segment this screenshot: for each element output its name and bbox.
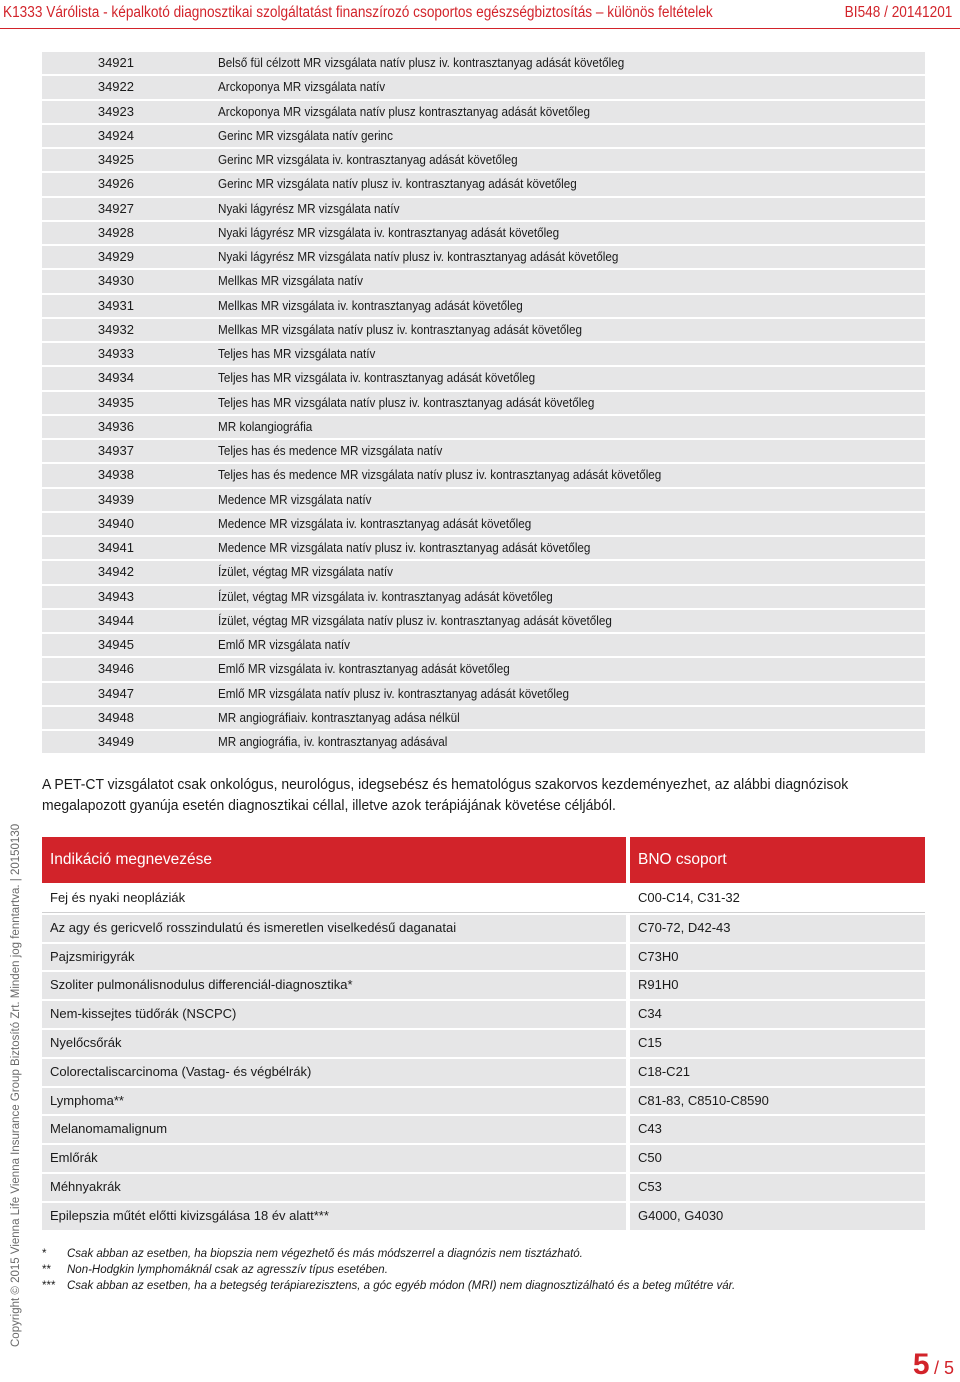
code-row	[42, 222, 925, 246]
code-number: 34929	[97, 249, 134, 264]
code-description: Ízület, végtag MR vizsgálata natív plusz iv. kontrasztanyag adását követőleg	[218, 612, 612, 628]
code-number: 34946	[97, 661, 134, 677]
footnote	[42, 1280, 922, 1296]
bno-code: C50	[630, 1145, 925, 1172]
code-row	[42, 149, 925, 173]
code-description: Gerinc MR vizsgálata natív plusz iv. kontrasztanyag adását követőleg	[218, 176, 577, 192]
indication-name: Pajzsmirigyrák	[42, 944, 626, 971]
page-header	[0, 0, 960, 30]
indication-name: Epilepszia műtét előtti kivizsgálása 18 év alatt***	[42, 1203, 626, 1230]
code-number: 34931	[97, 297, 134, 313]
code-number: 34936	[97, 418, 134, 434]
bno-code: G4000, G4030	[630, 1203, 925, 1230]
code-number: 34921	[97, 55, 134, 70]
code-number: 34928	[97, 224, 134, 240]
code-description: Emlő MR vizsgálata natív plusz iv. kontrasztanyag adását követőleg	[218, 685, 569, 701]
code-row	[42, 731, 925, 755]
code-row	[42, 683, 925, 707]
bno-code: C00-C14, C31-32	[630, 885, 925, 912]
header-indication-name: Indikáció megnevezése	[42, 837, 626, 883]
indication-row	[42, 1057, 925, 1086]
code-description: Teljes has MR vizsgálata natív	[218, 346, 376, 361]
code-row	[42, 343, 925, 367]
indication-name: Az agy és gericvelő rosszindulatú és ismeretlen viselkedésű daganatai	[42, 915, 626, 942]
footnote-mark: **	[42, 1264, 51, 1276]
code-number: 34942	[97, 564, 134, 580]
indication-row	[42, 942, 925, 971]
indication-name: Emlőrák	[42, 1145, 626, 1172]
bno-code: C70-72, D42-43	[630, 915, 925, 942]
code-number: 34944	[97, 612, 134, 628]
side-copyright: Copyright © 2015 Vienna Life Vienna Insurance Group Biztosító Zrt. Minden jog fenntartva. | 20150130	[10, 823, 22, 1347]
indication-row	[42, 1172, 925, 1201]
code-description: Teljes has és medence MR vizsgálata natív plusz iv. kontrasztanyag adását követőleg	[218, 467, 662, 483]
pet-ct-intro-paragraph: A PET-CT vizsgálatot csak onkológus, neurológus, idegsebész és hematológus szakorvos kezdeményezhet, az alábbi diagnózisok megalapozott gyanúja esetén diagnosztikai céllal, illetve azok terápiájának követése céljából.	[42, 776, 849, 814]
code-row	[42, 416, 925, 440]
header-divider	[0, 28, 960, 29]
code-description: Mellkas MR vizsgálata iv. kontrasztanyag adását követőleg	[218, 297, 523, 313]
indication-row	[42, 1143, 925, 1172]
code-number: 34925	[97, 152, 134, 167]
code-number: 34926	[97, 176, 134, 192]
code-description: Medence MR vizsgálata natív	[218, 491, 372, 507]
code-row	[42, 537, 925, 561]
code-description: Gerinc MR vizsgálata iv. kontrasztanyag adását követőleg	[218, 152, 518, 167]
code-row	[42, 586, 925, 610]
footnote-mark: ***	[42, 1280, 56, 1292]
code-row	[42, 101, 925, 125]
header-bno-group: BNO csoport	[630, 837, 925, 883]
code-row	[42, 246, 925, 270]
bno-code: C34	[630, 1001, 925, 1028]
code-number: 34947	[97, 685, 134, 701]
code-row	[42, 513, 925, 537]
code-number: 34933	[97, 346, 134, 361]
code-description: Gerinc MR vizsgálata natív gerinc	[218, 127, 393, 143]
procedure-code-table	[42, 52, 925, 755]
code-number: 34948	[97, 709, 134, 725]
code-description: Mellkas MR vizsgálata natív	[218, 273, 364, 289]
code-description: Medence MR vizsgálata iv. kontrasztanyag adását követőleg	[218, 515, 532, 531]
code-row	[42, 295, 925, 319]
indication-row	[42, 913, 925, 942]
code-row	[42, 198, 925, 222]
code-description: Ízület, végtag MR vizsgálata iv. kontrasztanyag adását követőleg	[218, 588, 553, 604]
footnote-text: Csak abban az esetben, ha biopszia nem végezhető és más módszerrel a diagnózis nem tisztázható.	[67, 1248, 583, 1260]
indication-name: Melanomamalignum	[42, 1116, 626, 1143]
code-row	[42, 634, 925, 658]
bno-code: C81-83, C8510-C8590	[630, 1088, 925, 1115]
code-row	[42, 464, 925, 488]
code-description: Emlő MR vizsgálata natív	[218, 637, 351, 652]
indication-row	[42, 999, 925, 1028]
indication-name: Nem-kissejtes tüdőrák (NSCPC)	[42, 1001, 626, 1028]
indication-name: Colorectaliscarcinoma (Vastag- és végbélrák)	[42, 1059, 626, 1086]
code-number: 34945	[97, 637, 134, 652]
page-current: 5	[912, 1348, 930, 1381]
code-description: Teljes has MR vizsgálata natív plusz iv. kontrasztanyag adását követőleg	[218, 394, 595, 410]
code-number: 34940	[97, 515, 134, 531]
footnotes	[42, 1248, 922, 1296]
indication-table-header	[42, 837, 925, 883]
code-row	[42, 440, 925, 464]
bno-code: C73H0	[630, 944, 925, 971]
indication-row	[42, 970, 925, 999]
code-description: Medence MR vizsgálata natív plusz iv. kontrasztanyag adását követőleg	[218, 540, 591, 555]
code-row	[42, 489, 925, 513]
code-description: MR angiográfia, iv. kontrasztanyag adásával	[218, 734, 448, 749]
code-row	[42, 658, 925, 682]
page-total: / 5	[933, 1358, 954, 1378]
code-row	[42, 319, 925, 343]
bno-code: C53	[630, 1174, 925, 1201]
page-number	[913, 1348, 954, 1382]
code-number: 34937	[97, 443, 134, 458]
code-number: 34924	[97, 127, 134, 143]
code-row	[42, 707, 925, 731]
code-number: 34927	[97, 200, 134, 216]
bno-code: C18-C21	[630, 1059, 925, 1086]
indication-row	[42, 1201, 925, 1230]
code-description: Arckoponya MR vizsgálata natív	[218, 79, 386, 95]
code-number: 34922	[97, 79, 134, 95]
bno-code: R91H0	[630, 972, 925, 999]
code-description: Nyaki lágyrész MR vizsgálata natív	[218, 200, 400, 216]
document-code: BI548 / 20141201	[844, 4, 952, 21]
code-description: Teljes has MR vizsgálata iv. kontrasztanyag adását követőleg	[218, 370, 536, 386]
code-description: MR kolangiográfia	[218, 418, 313, 434]
footnote-text: Non-Hodgkin lymphomáknál csak az agresszív típus esetében.	[67, 1264, 388, 1276]
bno-code: C43	[630, 1116, 925, 1143]
bno-code: C15	[630, 1030, 925, 1057]
indication-row	[42, 883, 925, 913]
indication-name: Lymphoma**	[42, 1088, 626, 1115]
indication-name: Nyelőcsőrák	[42, 1030, 626, 1057]
code-description: MR angiográfiaiv. kontrasztanyag adása nélkül	[218, 709, 460, 725]
code-row	[42, 561, 925, 585]
code-row	[42, 270, 925, 294]
code-description: Ízület, végtag MR vizsgálata natív	[218, 564, 393, 580]
indication-table	[42, 837, 925, 1230]
code-number: 34935	[97, 394, 134, 410]
code-description: Emlő MR vizsgálata iv. kontrasztanyag adását követőleg	[218, 661, 510, 677]
code-description: Mellkas MR vizsgálata natív plusz iv. kontrasztanyag adását követőleg	[218, 321, 582, 337]
code-row	[42, 125, 925, 149]
code-number: 34938	[97, 467, 134, 483]
code-description: Belső fül célzott MR vizsgálata natív plusz iv. kontrasztanyag adását követőleg	[218, 55, 625, 70]
footnote	[42, 1248, 922, 1264]
code-row	[42, 173, 925, 197]
indication-row	[42, 1028, 925, 1057]
code-row	[42, 610, 925, 634]
code-description: Teljes has és medence MR vizsgálata natív	[218, 443, 443, 458]
code-number: 34934	[97, 370, 134, 386]
code-number: 34949	[97, 734, 134, 749]
indication-row	[42, 1114, 925, 1143]
code-description: Nyaki lágyrész MR vizsgálata natív plusz iv. kontrasztanyag adását követőleg	[218, 249, 619, 264]
code-row	[42, 392, 925, 416]
code-number: 34923	[97, 103, 134, 119]
indication-row	[42, 1086, 925, 1115]
code-description: Nyaki lágyrész MR vizsgálata iv. kontrasztanyag adását követőleg	[218, 224, 560, 240]
code-number: 34943	[97, 588, 134, 604]
indication-name: Fej és nyaki neopláziák	[42, 885, 626, 912]
code-number: 34932	[97, 321, 134, 337]
footnote-mark: *	[42, 1248, 47, 1260]
code-number: 34939	[97, 491, 134, 507]
code-number: 34930	[97, 273, 134, 289]
indication-name: Szoliter pulmonálisnodulus differenciál-diagnosztika*	[42, 972, 626, 999]
document-title: K1333 Várólista - képalkotó diagnosztikai szolgáltatást finanszírozó csoportos egészségbiztosítás – különös feltételek	[3, 4, 713, 21]
footnote-text: Csak abban az esetben, ha a betegség terápiarezisztens, a góc egyéb módon (MRI) nem diagnosztizálható és a beteg műtétre vár.	[67, 1280, 736, 1292]
footnote	[42, 1264, 922, 1280]
code-row	[42, 52, 925, 76]
code-row	[42, 76, 925, 100]
indication-name: Méhnyakrák	[42, 1174, 626, 1201]
code-row	[42, 367, 925, 391]
code-number: 34941	[97, 540, 134, 555]
code-description: Arckoponya MR vizsgálata natív plusz kontrasztanyag adását követőleg	[218, 103, 591, 119]
